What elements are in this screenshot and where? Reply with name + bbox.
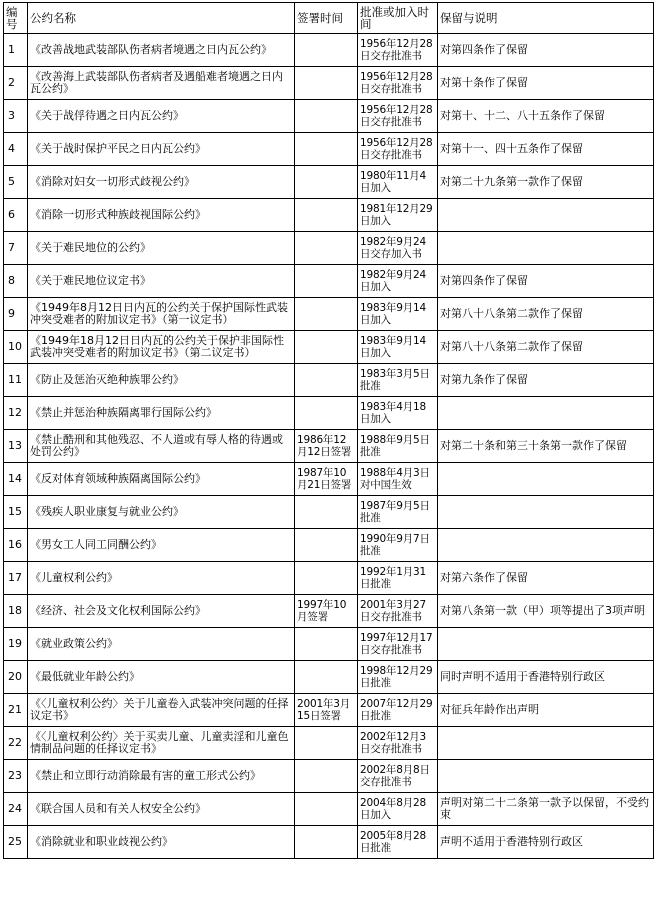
cell-ratified-date: 1956年12月28日交存批准书 xyxy=(358,100,438,133)
cell-signed-date xyxy=(295,826,358,859)
table-row xyxy=(4,67,654,100)
cell-number: 21 xyxy=(4,694,28,727)
cell-reservations: 对第十、十二、八十五条作了保留 xyxy=(438,100,654,133)
cell-convention-name: 《联合国人员和有关人权安全公约》 xyxy=(28,793,295,826)
cell-ratified-date: 1988年4月3日对中国生效 xyxy=(358,463,438,496)
table-row xyxy=(4,496,654,529)
table-row xyxy=(4,628,654,661)
cell-signed-date xyxy=(295,298,358,331)
cell-ratified-date: 2004年8月28日加入 xyxy=(358,793,438,826)
cell-ratified-date: 1983年3月5日批准 xyxy=(358,364,438,397)
cell-number: 16 xyxy=(4,529,28,562)
cell-convention-name: 《儿童权利公约》 xyxy=(28,562,295,595)
cell-ratified-date: 2001年3月27日交存批准书 xyxy=(358,595,438,628)
cell-convention-name: 《最低就业年龄公约》 xyxy=(28,661,295,694)
cell-convention-name: 《关于战俘待遇之日内瓦公约》 xyxy=(28,100,295,133)
cell-convention-name: 《关于难民地位的公约》 xyxy=(28,232,295,265)
cell-number: 10 xyxy=(4,331,28,364)
table-row xyxy=(4,529,654,562)
table-row xyxy=(4,562,654,595)
cell-number: 11 xyxy=(4,364,28,397)
cell-ratified-date: 1983年4月18日加入 xyxy=(358,397,438,430)
cell-number: 8 xyxy=(4,265,28,298)
cell-number: 9 xyxy=(4,298,28,331)
cell-ratified-date: 1983年9月14日加入 xyxy=(358,298,438,331)
cell-signed-date xyxy=(295,232,358,265)
cell-number: 14 xyxy=(4,463,28,496)
cell-number: 17 xyxy=(4,562,28,595)
cell-ratified-date: 1956年12月28日交存批准书 xyxy=(358,133,438,166)
table-row xyxy=(4,760,654,793)
cell-reservations xyxy=(438,496,654,529)
cell-reservations xyxy=(438,199,654,232)
cell-number: 20 xyxy=(4,661,28,694)
cell-convention-name: 《就业政策公约》 xyxy=(28,628,295,661)
cell-convention-name: 《改善战地武装部队伤者病者境遇之日内瓦公约》 xyxy=(28,34,295,67)
cell-reservations: 对第八十八条第二款作了保留 xyxy=(438,298,654,331)
cell-reservations xyxy=(438,727,654,760)
cell-signed-date: 2001年3月15日签署 xyxy=(295,694,358,727)
cell-reservations: 声明对第二十二条第一款予以保留，不受约束 xyxy=(438,793,654,826)
cell-convention-name: 《1949年18月12日日内瓦的公约关于保护非国际性武装冲突受难者的附加议定书》（第二议定书） xyxy=(28,331,295,364)
cell-ratified-date: 1982年9月24日交存加入书 xyxy=(358,232,438,265)
cell-reservations xyxy=(438,397,654,430)
cell-reservations: 对第十一、四十五条作了保留 xyxy=(438,133,654,166)
cell-number: 4 xyxy=(4,133,28,166)
conventions-table xyxy=(3,2,654,859)
cell-signed-date xyxy=(295,397,358,430)
cell-ratified-date: 1981年12月29日加入 xyxy=(358,199,438,232)
cell-number: 3 xyxy=(4,100,28,133)
table-row xyxy=(4,166,654,199)
table-row xyxy=(4,694,654,727)
cell-number: 19 xyxy=(4,628,28,661)
cell-reservations: 同时声明不适用于香港特别行政区 xyxy=(438,661,654,694)
cell-signed-date xyxy=(295,34,358,67)
cell-reservations: 对第八十八条第二款作了保留 xyxy=(438,331,654,364)
cell-convention-name: 《男女工人同工同酬公约》 xyxy=(28,529,295,562)
cell-number: 5 xyxy=(4,166,28,199)
header-signed-date: 签署时间 xyxy=(295,3,358,34)
cell-ratified-date: 2005年8月28日批准 xyxy=(358,826,438,859)
cell-number: 18 xyxy=(4,595,28,628)
cell-number: 13 xyxy=(4,430,28,463)
cell-reservations: 对第四条作了保留 xyxy=(438,34,654,67)
table-row xyxy=(4,595,654,628)
cell-signed-date xyxy=(295,100,358,133)
cell-convention-name: 《消除就业和职业歧视公约》 xyxy=(28,826,295,859)
cell-signed-date xyxy=(295,199,358,232)
cell-signed-date xyxy=(295,364,358,397)
cell-reservations xyxy=(438,628,654,661)
cell-ratified-date: 1998年12月29日批准 xyxy=(358,661,438,694)
cell-number: 7 xyxy=(4,232,28,265)
cell-number: 1 xyxy=(4,34,28,67)
cell-signed-date xyxy=(295,496,358,529)
table-row xyxy=(4,265,654,298)
cell-reservations: 对第二十条和第三十条第一款作了保留 xyxy=(438,430,654,463)
cell-ratified-date: 1987年9月5日批准 xyxy=(358,496,438,529)
table-row xyxy=(4,430,654,463)
cell-signed-date xyxy=(295,265,358,298)
cell-ratified-date: 2002年8月8日交存批准书 xyxy=(358,760,438,793)
cell-convention-name: 《残疾人职业康复与就业公约》 xyxy=(28,496,295,529)
cell-convention-name: 《禁止和立即行动消除最有害的童工形式公约》 xyxy=(28,760,295,793)
header-convention-name: 公约名称 xyxy=(28,3,295,34)
cell-convention-name: 《消除对妇女一切形式歧视公约》 xyxy=(28,166,295,199)
table-header-row xyxy=(4,3,654,34)
cell-ratified-date: 1997年12月17日交存批准书 xyxy=(358,628,438,661)
cell-convention-name: 《关于战时保护平民之日内瓦公约》 xyxy=(28,133,295,166)
cell-signed-date xyxy=(295,727,358,760)
cell-number: 12 xyxy=(4,397,28,430)
header-ratified-date: 批准或加入时间 xyxy=(358,3,438,34)
cell-signed-date xyxy=(295,793,358,826)
cell-reservations xyxy=(438,463,654,496)
table-row xyxy=(4,793,654,826)
cell-reservations: 声明不适用于香港特别行政区 xyxy=(438,826,654,859)
cell-signed-date xyxy=(295,67,358,100)
cell-convention-name: 《〈儿童权利公约〉关于买卖儿童、儿童卖淫和儿童色情制品问题的任择议定书》 xyxy=(28,727,295,760)
cell-reservations: 对第十条作了保留 xyxy=(438,67,654,100)
cell-number: 24 xyxy=(4,793,28,826)
cell-reservations xyxy=(438,232,654,265)
cell-ratified-date: 1956年12月28日交存批准书 xyxy=(358,34,438,67)
cell-ratified-date: 2002年12月3日交存批准书 xyxy=(358,727,438,760)
cell-reservations: 对第四条作了保留 xyxy=(438,265,654,298)
table-row xyxy=(4,34,654,67)
table-row xyxy=(4,826,654,859)
cell-number: 15 xyxy=(4,496,28,529)
cell-convention-name: 《禁止酷刑和其他残忍、不人道或有辱人格的待遇或处罚公约》 xyxy=(28,430,295,463)
table-row xyxy=(4,364,654,397)
cell-convention-name: 《消除一切形式种族歧视国际公约》 xyxy=(28,199,295,232)
table-row xyxy=(4,397,654,430)
cell-reservations xyxy=(438,760,654,793)
cell-ratified-date: 1983年9月14日加入 xyxy=(358,331,438,364)
cell-signed-date: 1997年10月签署 xyxy=(295,595,358,628)
cell-convention-name: 《禁止并惩治种族隔离罪行国际公约》 xyxy=(28,397,295,430)
table-row xyxy=(4,463,654,496)
table-row xyxy=(4,232,654,265)
cell-number: 6 xyxy=(4,199,28,232)
cell-signed-date xyxy=(295,628,358,661)
table-row xyxy=(4,661,654,694)
cell-signed-date xyxy=(295,661,358,694)
table-row xyxy=(4,298,654,331)
cell-reservations: 对第九条作了保留 xyxy=(438,364,654,397)
cell-signed-date xyxy=(295,166,358,199)
table-row xyxy=(4,133,654,166)
cell-signed-date xyxy=(295,562,358,595)
table-row xyxy=(4,331,654,364)
cell-ratified-date: 1992年1月31日批准 xyxy=(358,562,438,595)
cell-convention-name: 《1949年8月12日日内瓦的公约关于保护国际性武装冲突受难者的附加议定书》（第一议定书） xyxy=(28,298,295,331)
header-number: 编号 xyxy=(4,3,28,34)
cell-signed-date xyxy=(295,133,358,166)
cell-reservations: 对第六条作了保留 xyxy=(438,562,654,595)
cell-signed-date xyxy=(295,760,358,793)
cell-convention-name: 《〈儿童权利公约〉关于儿童卷入武装冲突问题的任择议定书》 xyxy=(28,694,295,727)
cell-ratified-date: 2007年12月29日批准 xyxy=(358,694,438,727)
table-row xyxy=(4,199,654,232)
cell-convention-name: 《经济、社会及文化权利国际公约》 xyxy=(28,595,295,628)
cell-number: 23 xyxy=(4,760,28,793)
cell-signed-date xyxy=(295,331,358,364)
cell-number: 22 xyxy=(4,727,28,760)
cell-ratified-date: 1990年9月7日批准 xyxy=(358,529,438,562)
cell-ratified-date: 1982年9月24日加入 xyxy=(358,265,438,298)
cell-signed-date xyxy=(295,529,358,562)
cell-convention-name: 《防止及惩治灭绝种族罪公约》 xyxy=(28,364,295,397)
table-row xyxy=(4,727,654,760)
cell-reservations: 对第二十九条第一款作了保留 xyxy=(438,166,654,199)
table-body xyxy=(4,34,654,859)
cell-signed-date: 1987年10月21日签署 xyxy=(295,463,358,496)
cell-reservations: 对第八条第一款（甲）项等提出了3项声明 xyxy=(438,595,654,628)
header-reservations: 保留与说明 xyxy=(438,3,654,34)
cell-reservations xyxy=(438,529,654,562)
cell-signed-date: 1986年12月12日签署 xyxy=(295,430,358,463)
cell-reservations: 对征兵年龄作出声明 xyxy=(438,694,654,727)
cell-number: 25 xyxy=(4,826,28,859)
cell-ratified-date: 1988年9月5日批准 xyxy=(358,430,438,463)
cell-ratified-date: 1956年12月28日交存批准书 xyxy=(358,67,438,100)
table-row xyxy=(4,100,654,133)
cell-convention-name: 《改善海上武装部队伤者病者及遇船难者境遇之日内瓦公约》 xyxy=(28,67,295,100)
cell-ratified-date: 1980年11月4日加入 xyxy=(358,166,438,199)
cell-number: 2 xyxy=(4,67,28,100)
cell-convention-name: 《反对体育领域种族隔离国际公约》 xyxy=(28,463,295,496)
cell-convention-name: 《关于难民地位议定书》 xyxy=(28,265,295,298)
